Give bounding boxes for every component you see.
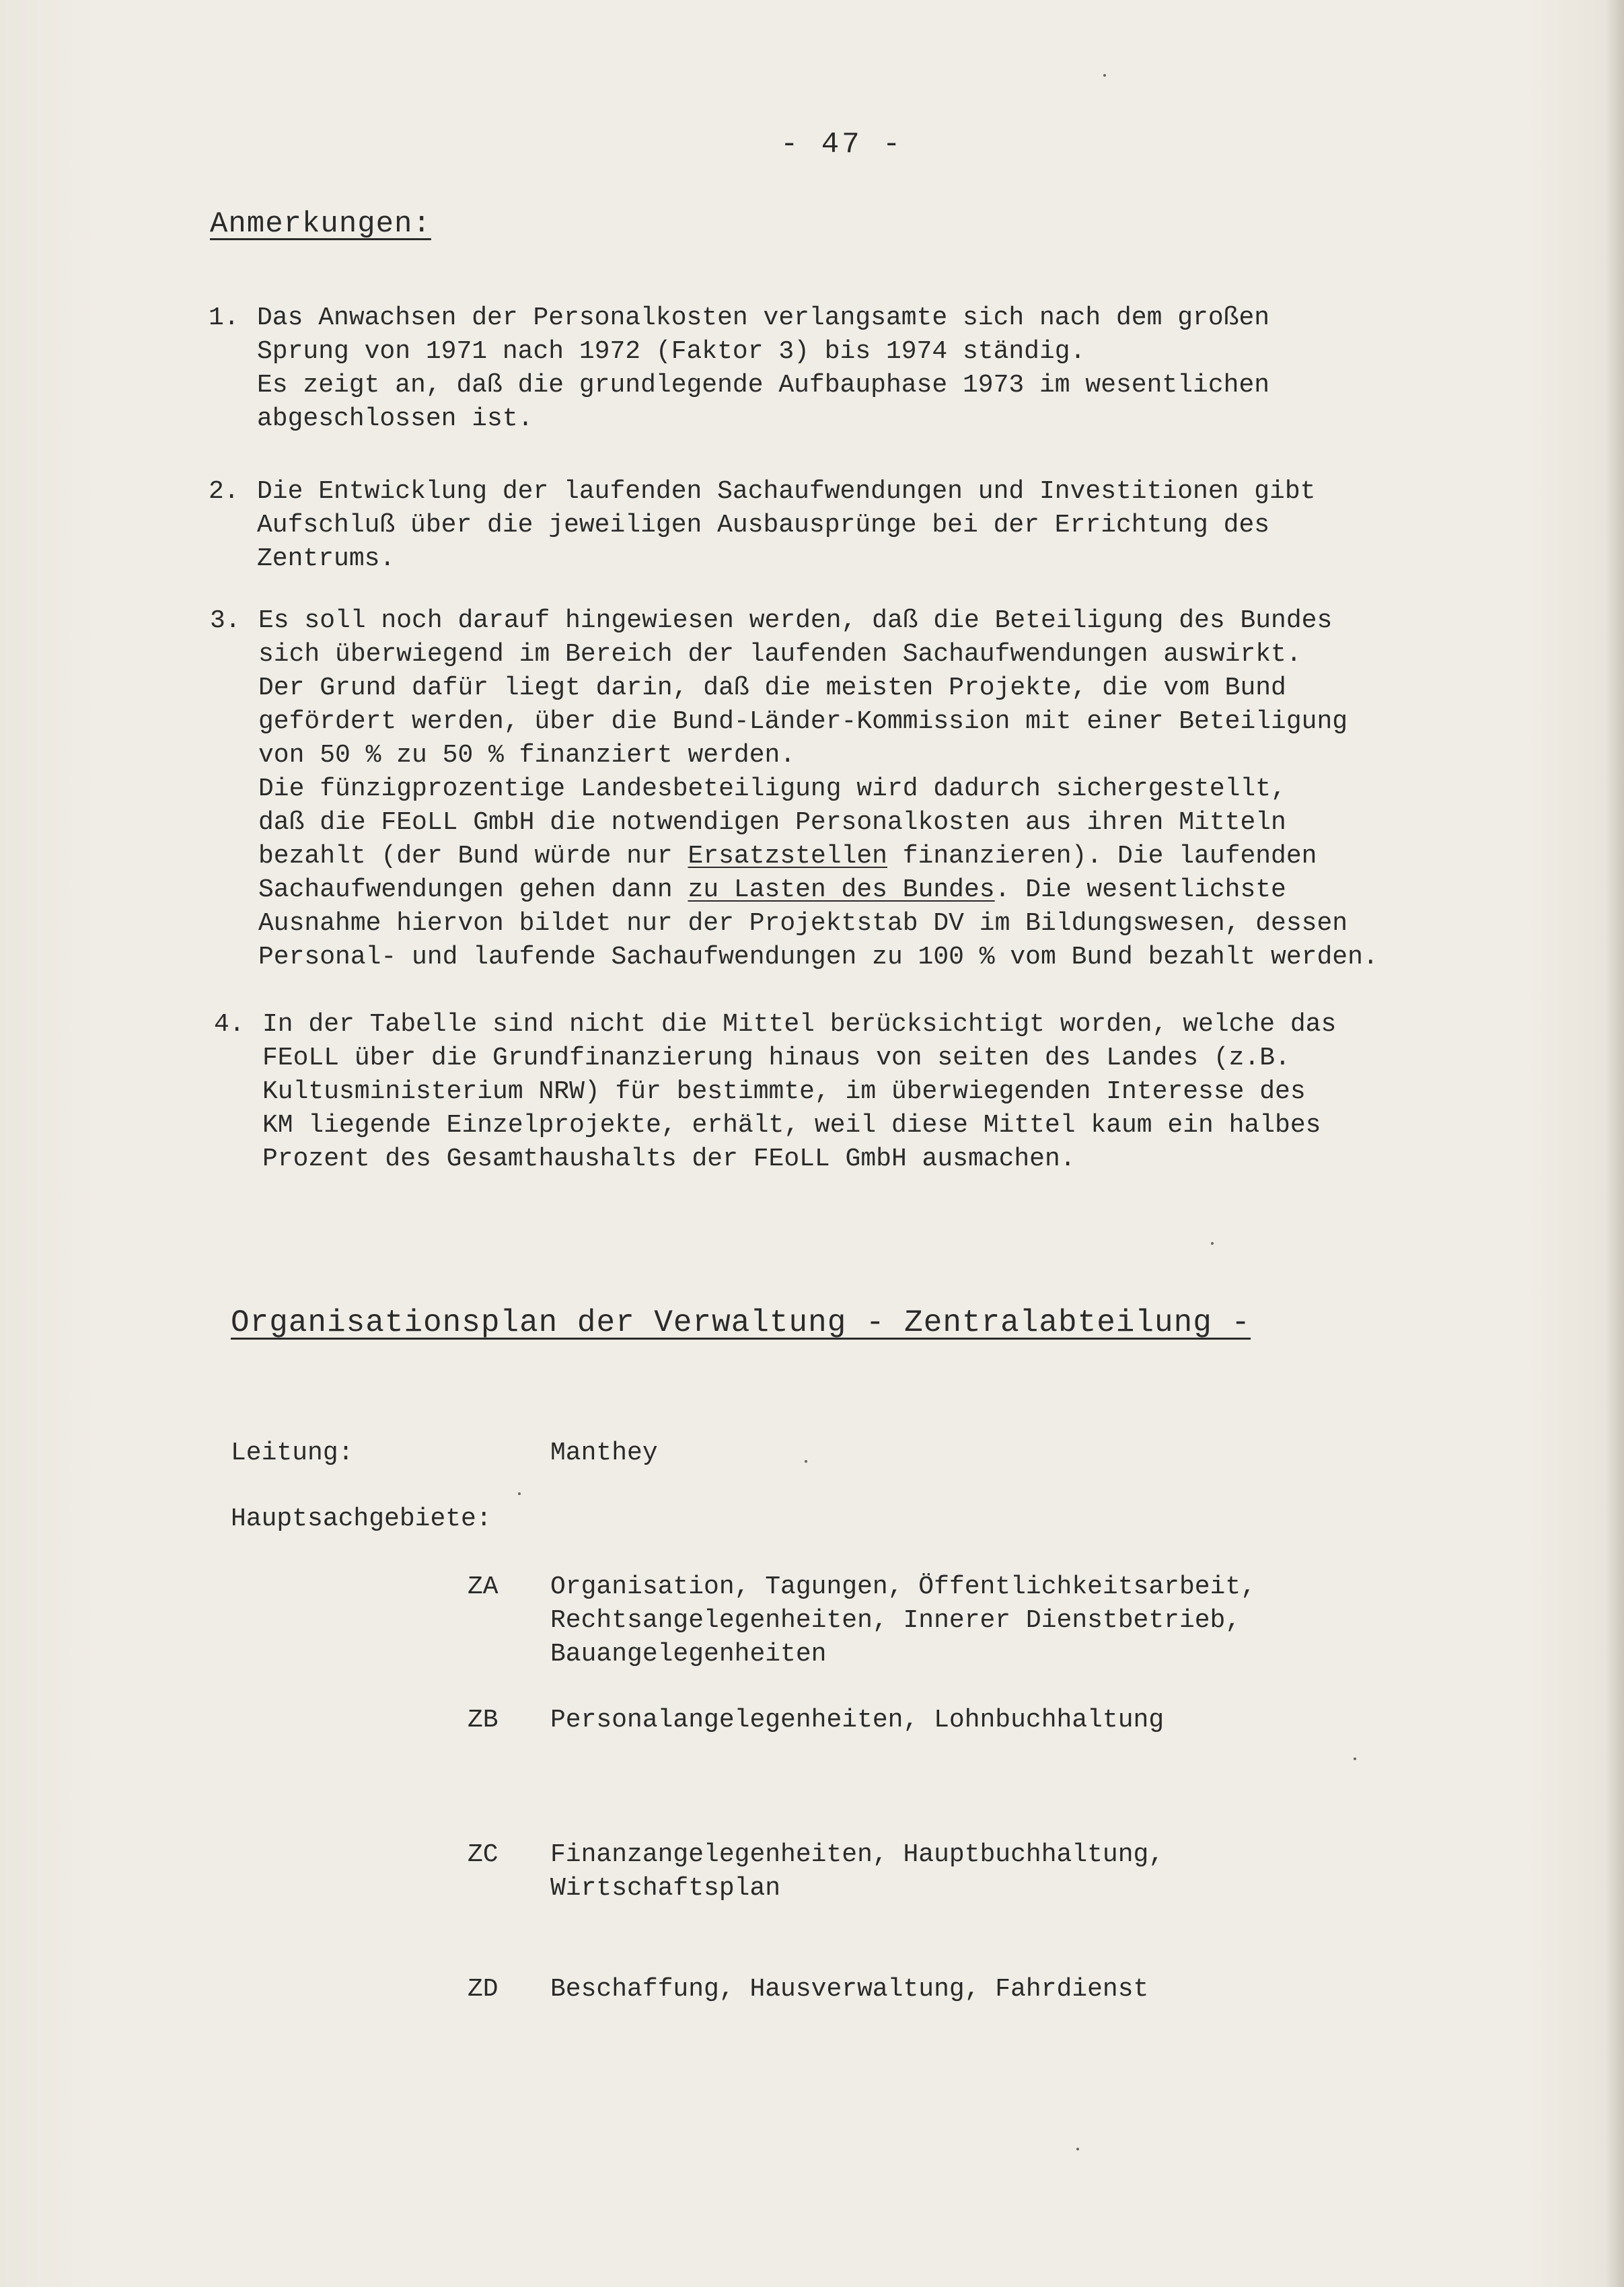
note-line: Sprung von 1971 nach 1972 (Faktor 3) bis 1974 ständig.: [257, 337, 1086, 366]
area-line: Bauangelegenheiten: [550, 1640, 827, 1669]
paper-speck: [1211, 1242, 1214, 1245]
paper-speck: [805, 1460, 807, 1463]
note-text: Sachaufwendungen gehen dann: [258, 875, 688, 904]
area-line: Personalangelegenheiten, Lohnbuchhaltung: [550, 1706, 1165, 1735]
leitung-label: Leitung:: [231, 1439, 354, 1467]
note-number: 2.: [209, 477, 239, 506]
note-line: Die fünzigprozentige Landesbeteiligung wird dadurch sichergestellt,: [258, 774, 1286, 803]
note-line: [258, 873, 1378, 907]
note-line: Der Grund dafür liegt darin, daß die meisten Projekte, die vom Bund: [258, 674, 1286, 702]
area-code: ZA: [468, 1572, 499, 1601]
note-number: 1.: [209, 303, 239, 332]
area-line: Wirtschaftsplan: [550, 1874, 781, 1903]
underlined-text: zu Lasten des Bundes: [688, 875, 995, 904]
leitung-value: Manthey: [550, 1439, 658, 1467]
area-description: [550, 1838, 1164, 1905]
note-line: Personal- und laufende Sachaufwendungen zu 100 % vom Bund bezahlt werden.: [258, 943, 1378, 972]
paper-speck: [1103, 74, 1106, 77]
hauptsachgebiete-label: Hauptsachgebiete:: [231, 1504, 492, 1533]
area-line: Finanzangelegenheiten, Hauptbuchhaltung,: [550, 1840, 1165, 1869]
area-code: ZB: [468, 1706, 499, 1735]
area-description: [550, 1973, 1148, 2006]
note-line: Es zeigt an, daß die grundlegende Aufbauphase 1973 im wesentlichen: [257, 371, 1270, 400]
note-line: Zentrums.: [257, 544, 396, 573]
note-body: [258, 604, 1378, 974]
note-line: KM liegende Einzelprojekte, erhält, weil diese Mittel kaum ein halbes: [262, 1111, 1321, 1140]
note-line: In der Tabelle sind nicht die Mittel berücksichtigt worden, welche das: [262, 1010, 1337, 1039]
paper-speck: [1354, 1757, 1356, 1760]
note-line: sich überwiegend im Bereich der laufenden Sachaufwendungen auswirkt.: [258, 640, 1302, 669]
underlined-text: Ersatzstellen: [688, 842, 887, 871]
note-text: . Die wesentlichste: [994, 875, 1286, 904]
paper-speck: [518, 1492, 521, 1495]
area-line: Organisation, Tagungen, Öffentlichkeitsarbeit,: [550, 1572, 1256, 1601]
page-number: - 47 -: [780, 128, 903, 161]
note-text: finanzieren). Die laufenden: [887, 842, 1317, 871]
note-text: bezahlt (der Bund würde nur: [258, 842, 688, 871]
note-line: Die Entwicklung der laufenden Sachaufwendungen und Investitionen gibt: [257, 477, 1316, 506]
note-line: Ausnahme hiervon bildet nur der Projektstab DV im Bildungswesen, dessen: [258, 909, 1348, 938]
page-binding-edge: [1605, 0, 1624, 2287]
area-description: [550, 1704, 1164, 1737]
area-line: Rechtsangelegenheiten, Innerer Dienstbetrieb,: [550, 1606, 1241, 1635]
area-code: ZD: [468, 1975, 499, 2004]
note-line: Aufschluß über die jeweiligen Ausbausprünge bei der Errichtung des: [257, 511, 1270, 540]
note-line: FEoLL über die Grundfinanzierung hinaus von seiten des Landes (z.B.: [262, 1044, 1290, 1073]
paper-speck: [1076, 2148, 1079, 2150]
note-line: [258, 840, 1378, 873]
note-body: [257, 475, 1315, 576]
note-number: 4.: [214, 1010, 245, 1039]
area-line: Beschaffung, Hausverwaltung, Fahrdienst: [550, 1975, 1149, 2004]
note-line: Prozent des Gesamthaushalts der FEoLL GmbH ausmachen.: [262, 1145, 1076, 1173]
note-line: Es soll noch darauf hingewiesen werden, daß die Beteiligung des Bundes: [258, 606, 1333, 635]
organisationsplan-heading: Organisationsplan der Verwaltung - Zentralabteilung -: [231, 1305, 1251, 1340]
note-body: [262, 1008, 1336, 1176]
note-body: [257, 301, 1269, 436]
area-code: ZC: [468, 1840, 499, 1869]
note-line: abgeschlossen ist.: [257, 404, 533, 433]
area-description: [550, 1570, 1256, 1671]
note-line: Das Anwachsen der Personalkosten verlangsamte sich nach dem großen: [257, 303, 1270, 332]
note-line: daß die FEoLL GmbH die notwendigen Personalkosten aus ihren Mitteln: [258, 808, 1286, 837]
note-line: gefördert werden, über die Bund-Länder-Kommission mit einer Beteiligung: [258, 707, 1348, 736]
note-number: 3.: [210, 606, 241, 635]
note-line: Kultusministerium NRW) für bestimmte, im überwiegenden Interesse des: [262, 1077, 1306, 1106]
anmerkungen-heading: Anmerkungen:: [210, 207, 431, 241]
note-line: von 50 % zu 50 % finanziert werden.: [258, 741, 796, 770]
